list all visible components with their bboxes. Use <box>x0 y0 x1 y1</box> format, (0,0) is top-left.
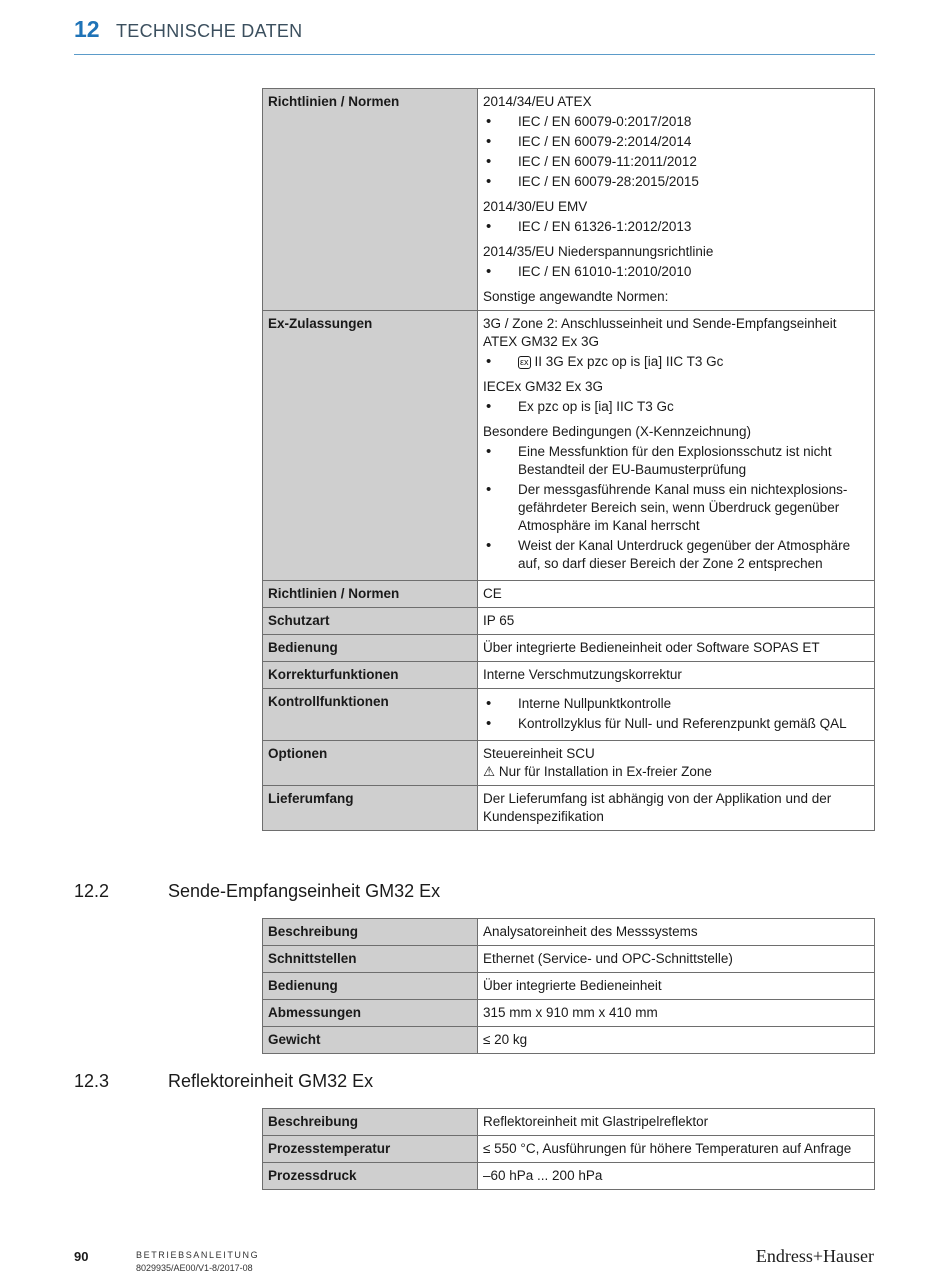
row-value <box>478 741 875 786</box>
value-text: CE <box>483 586 502 601</box>
bullet-list <box>483 113 869 191</box>
list-item-text: IEC / EN 60079-2:2014/2014 <box>518 134 692 149</box>
document-id: 8029935/AE00/V1-8/2017-08 <box>136 1263 253 1273</box>
value-text: ATEX GM32 Ex 3G <box>483 334 600 349</box>
bullet-list <box>483 398 869 416</box>
list-item <box>483 481 869 535</box>
value-text: ⚠ Nur für Installation in Ex-freier Zone <box>483 764 712 779</box>
list-item-text: Eine Messfunktion für den Explosionsschutz ist nicht Bestandteil der EU-Baumusterprüfung <box>518 444 832 477</box>
value-text: IP 65 <box>483 613 515 628</box>
value-text: 2014/35/EU Niederspannungsrichtlinie <box>483 244 714 259</box>
list-item-text: IEC / EN 60079-11:2011/2012 <box>518 154 697 169</box>
value-text: Der Lieferumfang ist abhängig von der Applikation und der Kundenspezifikation <box>483 791 832 824</box>
table-row <box>263 1027 875 1054</box>
row-value <box>478 946 875 973</box>
value-text: Analysatoreinheit des Messsystems <box>483 924 698 939</box>
table-row <box>263 635 875 662</box>
spec-table-transceiver <box>262 918 875 1054</box>
table-row <box>263 662 875 689</box>
row-value <box>478 1163 875 1190</box>
list-item <box>483 443 869 479</box>
list-item-text: IEC / EN 60079-0:2017/2018 <box>518 114 692 129</box>
table-row <box>263 786 875 831</box>
row-value <box>478 919 875 946</box>
bullet-list <box>483 263 869 281</box>
row-label: Schnittstellen <box>263 946 478 973</box>
list-item-text: Weist der Kanal Unterdruck gegenüber der Atmosphäre auf, so darf dieser Bereich der Zone 2 entsprechen <box>518 538 851 571</box>
row-value <box>478 689 875 741</box>
table-row <box>263 608 875 635</box>
row-value <box>478 973 875 1000</box>
company-logo: Endress+Hauser <box>755 1246 874 1266</box>
value-text: 3G / Zone 2: Anschlusseinheit und Sende-Empfangseinheit <box>483 316 837 331</box>
page-number: 90 <box>74 1249 89 1264</box>
row-label: Bedienung <box>263 973 478 1000</box>
section-title: Reflektoreinheit GM32 Ex <box>168 1071 374 1091</box>
value-text: Reflektoreinheit mit Glastripelreflektor <box>483 1114 709 1129</box>
list-item <box>483 218 869 236</box>
table-row <box>263 1109 875 1136</box>
spec-table-reflector <box>262 1108 875 1190</box>
list-item-text: IEC / EN 61326-1:2012/2013 <box>518 219 692 234</box>
value-text: ≤ 550 °C, Ausführungen für höhere Temperaturen auf Anfrage <box>483 1141 852 1156</box>
row-value <box>478 1000 875 1027</box>
value-text: Steuereinheit SCU <box>483 746 595 761</box>
row-label: Lieferumfang <box>263 786 478 831</box>
table-row <box>263 946 875 973</box>
value-text: 2014/30/EU EMV <box>483 199 588 214</box>
row-label: Prozessdruck <box>263 1163 478 1190</box>
row-value <box>478 608 875 635</box>
section-title: Sende-Empfangseinheit GM32 Ex <box>168 881 441 901</box>
row-label: Beschreibung <box>263 1109 478 1136</box>
table-row <box>263 1000 875 1027</box>
row-value <box>478 311 875 581</box>
row-value <box>478 1109 875 1136</box>
list-item-text: Kontrollzyklus für Null- und Referenzpunkt gemäß QAL <box>518 716 847 731</box>
row-value <box>478 1027 875 1054</box>
bullet-list <box>483 218 869 236</box>
list-item <box>483 263 869 281</box>
spec-table-general <box>262 88 875 831</box>
list-item-text: Interne Nullpunktkontrolle <box>518 696 672 711</box>
row-label: Gewicht <box>263 1027 478 1054</box>
bullet-list <box>483 353 869 371</box>
list-item <box>483 133 869 151</box>
row-value <box>478 635 875 662</box>
row-label: Abmessungen <box>263 1000 478 1027</box>
row-label: Optionen <box>263 741 478 786</box>
list-item-text: IEC / EN 61010-1:2010/2010 <box>518 264 692 279</box>
row-value <box>478 786 875 831</box>
table-row <box>263 741 875 786</box>
row-value <box>478 581 875 608</box>
value-text: Über integrierte Bedieneinheit <box>483 978 662 993</box>
list-item-text: Ex pzc op is [ia] IIC T3 Gc <box>518 399 674 414</box>
bullet-list <box>483 443 869 573</box>
value-text: Sonstige angewandte Normen: <box>483 289 669 304</box>
table-row <box>263 973 875 1000</box>
list-item <box>483 153 869 171</box>
table-row <box>263 1136 875 1163</box>
page-header <box>74 14 875 55</box>
list-item-text: IEC / EN 60079-28:2015/2015 <box>518 174 699 189</box>
value-text: ≤ 20 kg <box>483 1032 528 1047</box>
chapter-number: 12 <box>74 16 100 42</box>
value-text: 2014/34/EU ATEX <box>483 94 592 109</box>
row-value <box>478 1136 875 1163</box>
value-text: IECEx GM32 Ex 3G <box>483 379 604 394</box>
row-label: Korrekturfunktionen <box>263 662 478 689</box>
row-label: Schutzart <box>263 608 478 635</box>
list-item-text: Der messgasführende Kanal muss ein nichtexplosions-gefährdeter Bereich sein, wenn Überdruck gegenüber Atmosphäre im Kanal herrscht <box>518 482 848 533</box>
table-row <box>263 1163 875 1190</box>
value-text: Interne Verschmutzungskorrektur <box>483 667 682 682</box>
list-item <box>483 537 869 573</box>
list-item <box>483 715 869 733</box>
row-label: Beschreibung <box>263 919 478 946</box>
row-label: Bedienung <box>263 635 478 662</box>
chapter-title: TECHNISCHE DATEN <box>116 21 303 41</box>
row-value <box>478 662 875 689</box>
document-type: BETRIEBSANLEITUNG <box>136 1250 260 1260</box>
table-row <box>263 689 875 741</box>
list-item <box>483 173 869 191</box>
value-text: 315 mm x 910 mm x 410 mm <box>483 1005 658 1020</box>
row-label: Richtlinien / Normen <box>263 581 478 608</box>
row-value <box>478 89 875 311</box>
section-number: 12.3 <box>74 1071 110 1091</box>
row-label: Kontrollfunktionen <box>263 689 478 741</box>
table-row <box>263 919 875 946</box>
table-row <box>263 311 875 581</box>
row-label: Ex-Zulassungen <box>263 311 478 581</box>
value-text: Besondere Bedingungen (X-Kennzeichnung) <box>483 424 751 439</box>
value-text: Über integrierte Bedieneinheit oder Software SOPAS ET <box>483 640 820 655</box>
table-row <box>263 89 875 311</box>
ex-hexagon-icon: εx <box>520 357 529 367</box>
table-row <box>263 581 875 608</box>
value-text: –60 hPa ... 200 hPa <box>483 1168 603 1183</box>
row-label: Richtlinien / Normen <box>263 89 478 311</box>
section-number: 12.2 <box>74 881 110 901</box>
list-item-text: II 3G Ex pzc op is [ia] IIC T3 Gc <box>534 354 724 369</box>
list-item <box>483 398 869 416</box>
list-item <box>483 353 869 371</box>
section-heading-12-3 <box>74 1071 373 1092</box>
bullet-list <box>483 695 869 733</box>
section-heading-12-2 <box>74 881 440 902</box>
row-label: Prozesstemperatur <box>263 1136 478 1163</box>
list-item <box>483 695 869 713</box>
value-text: Ethernet (Service- und OPC-Schnittstelle) <box>483 951 733 966</box>
list-item <box>483 113 869 131</box>
